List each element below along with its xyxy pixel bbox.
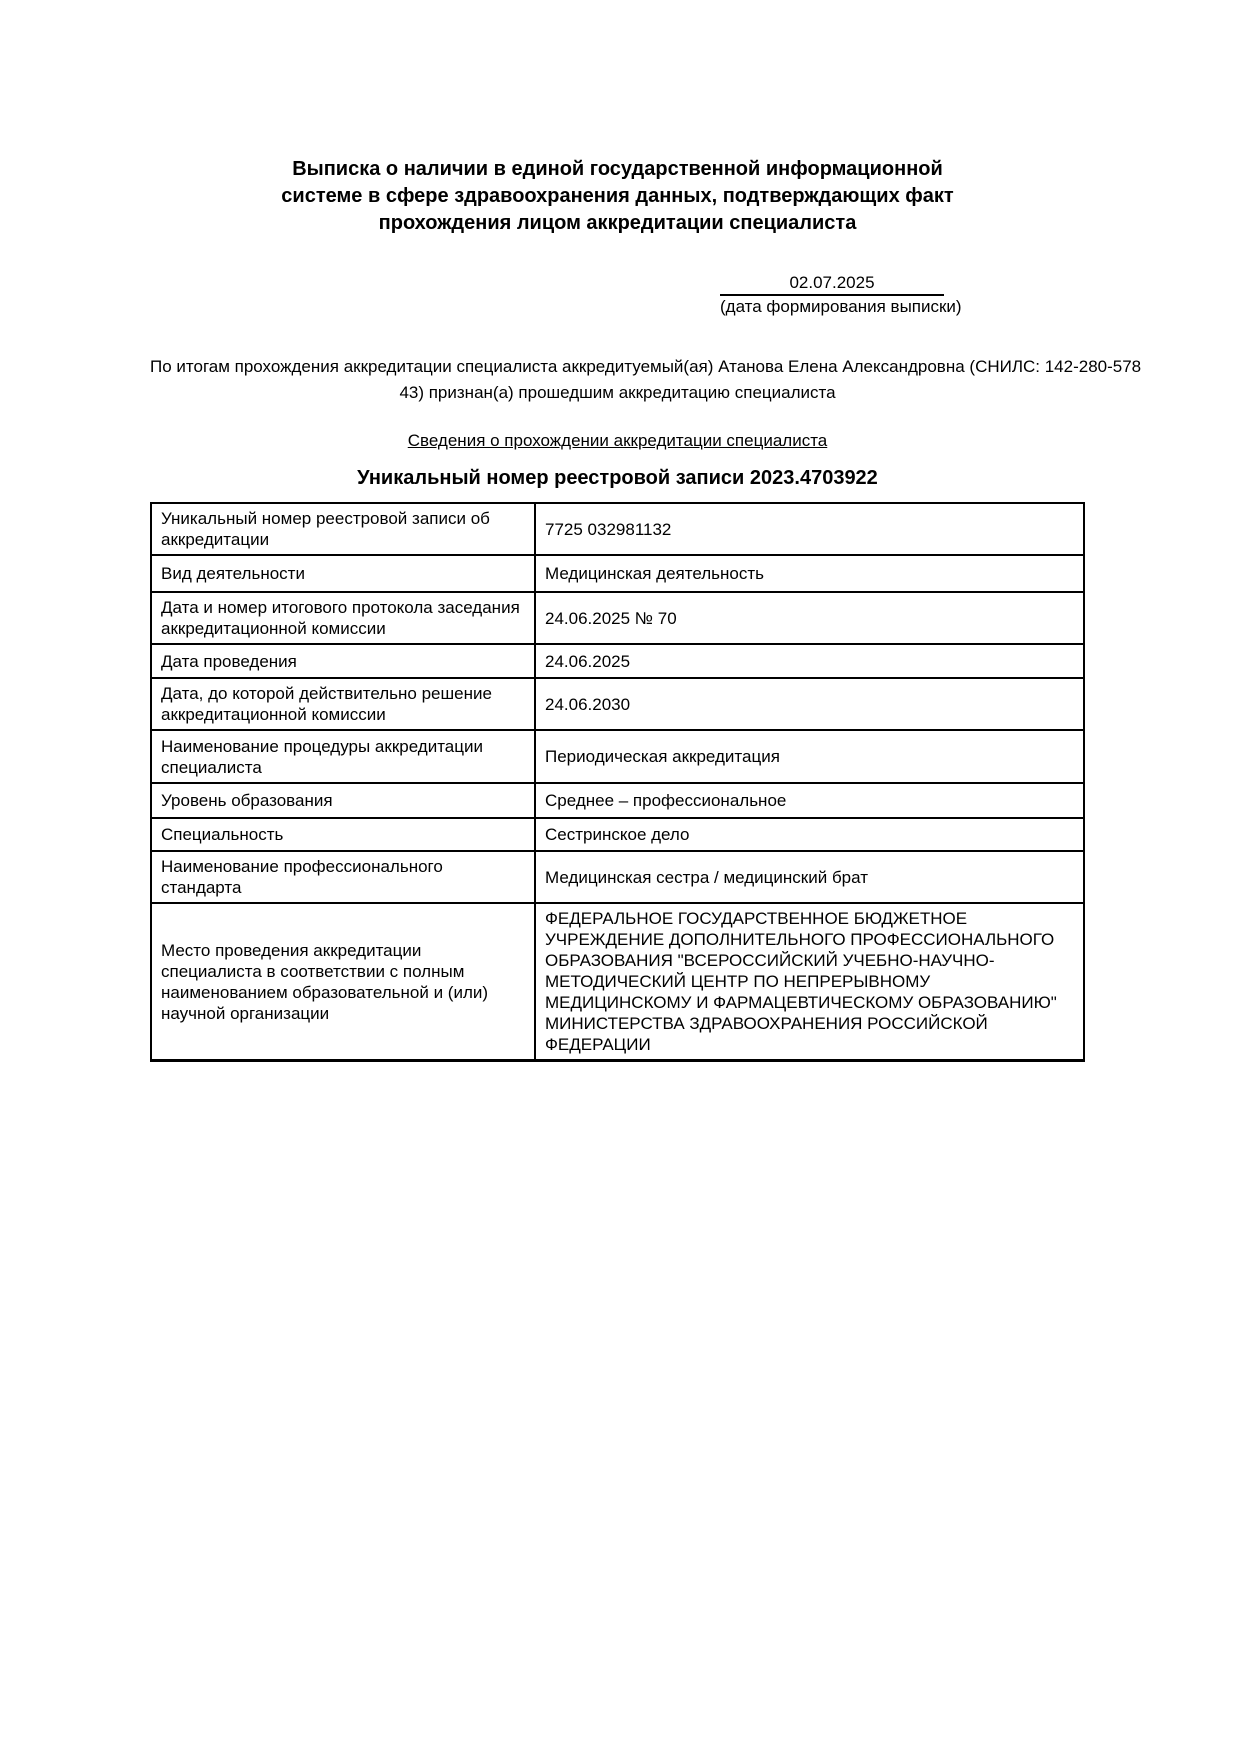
document-title-line: системе в сфере здравоохранения данных, подтверждающих факт [281,185,954,207]
field-label: Вид деятельности [151,555,535,592]
field-value: Сестринское дело [535,818,1084,851]
field-label: Уникальный номер реестровой записи об аккредитации [151,503,535,555]
table-row [151,555,1084,592]
summary-paragraph [150,354,1142,406]
field-label: Дата, до которой действительно решение аккредитационной комиссии [151,678,535,730]
document-title [150,156,1085,237]
table-row [151,730,1084,783]
document-title-line: Выписка о наличии в единой государственной информационной [292,158,943,180]
section-heading: Сведения о прохождении аккредитации специалиста [407,431,828,450]
field-label: Специальность [151,818,535,851]
table-row [151,592,1084,644]
field-value: Среднее – профессиональное [535,783,1084,818]
accreditation-table [150,502,1085,1062]
document-title-line: прохождения лицом аккредитации специалиста [378,212,857,234]
field-label: Наименование профессионального стандарта [151,851,535,903]
field-label: Уровень образования [151,783,535,818]
field-label: Место проведения аккредитации специалиста в соответствии с полным наименованием образовательной и (или) научной организации [151,903,535,1061]
field-label: Дата и номер итогового протокола заседания аккредитационной комиссии [151,592,535,644]
table-row [151,503,1084,555]
field-label: Дата проведения [151,644,535,678]
generation-date-block [720,273,962,316]
table-row [151,678,1084,730]
table-row [151,783,1084,818]
table-row [151,818,1084,851]
registry-number-heading: Уникальный номер реестровой записи 2023.4703922 [357,467,878,489]
field-value: Медицинская деятельность [535,555,1084,592]
field-value: Периодическая аккредитация [535,730,1084,783]
generation-date-caption: (дата формирования выписки) [720,297,962,316]
field-value: ФЕДЕРАЛЬНОЕ ГОСУДАРСТВЕННОЕ БЮДЖЕТНОЕ УЧРЕЖДЕНИЕ ДОПОЛНИТЕЛЬНОГО ПРОФЕССИОНАЛЬНОГО ОБРАЗОВАНИЯ "ВСЕРОССИЙСКИЙ УЧЕБНО-НАУЧНО-МЕТОДИЧЕСКИЙ ЦЕНТР ПО НЕПРЕРЫВНОМУ МЕДИЦИНСКОМУ И ФАРМАЦЕВТИЧЕСКОМУ ОБРАЗОВАНИЮ" МИНИСТЕРСТВА ЗДРАВООХРАНЕНИЯ РОССИЙСКОЙ ФЕДЕРАЦИИ [535,903,1084,1061]
field-value: 24.06.2030 [535,678,1084,730]
generation-date-value: 02.07.2025 [720,273,944,296]
table-row [151,903,1084,1061]
table-row [151,851,1084,903]
field-value: 24.06.2025 [535,644,1084,678]
field-value: 7725 032981132 [535,503,1084,555]
field-value: 24.06.2025 № 70 [535,592,1084,644]
summary-line: 43) признан(а) прошедшим аккредитацию специалиста [399,383,836,402]
field-label: Наименование процедуры аккредитации специалиста [151,730,535,783]
table-row [151,644,1084,678]
field-value: Медицинская сестра / медицинский брат [535,851,1084,903]
summary-line: По итогам прохождения аккредитации специалиста аккредитуемый(ая) Атанова Елена Александровна (СНИЛС: 142-280-578 [150,357,1142,376]
